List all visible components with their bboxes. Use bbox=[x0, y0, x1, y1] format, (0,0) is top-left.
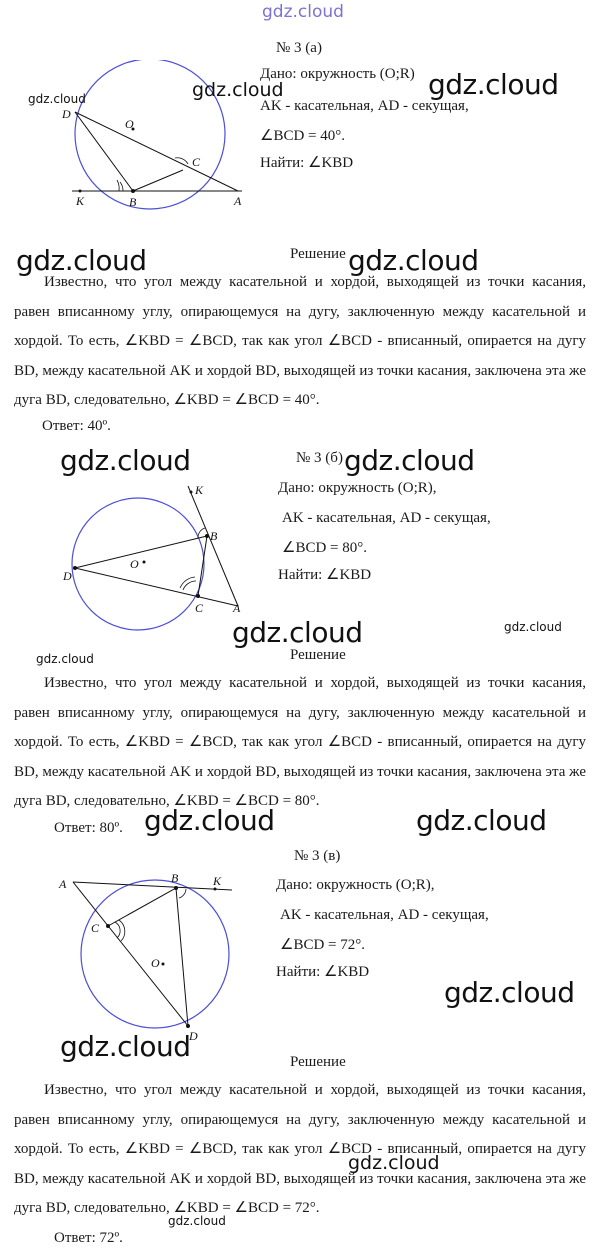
label-a-a: A bbox=[234, 194, 242, 208]
point-d-c bbox=[186, 1024, 190, 1028]
given-a-1: Дано: окружность (O;R) bbox=[260, 66, 415, 82]
problem-a-title: № 3 (а) bbox=[276, 40, 322, 56]
angle-mark-b-c bbox=[179, 889, 186, 898]
watermark: gdz.cloud bbox=[344, 444, 475, 477]
point-b-b bbox=[205, 534, 209, 538]
angle-mark-b-a-2 bbox=[117, 180, 119, 191]
given-a-2: AK - касательная, AD - секущая, bbox=[260, 98, 469, 114]
chord-bc-a bbox=[133, 170, 183, 191]
answer-c: Ответ: 72º. bbox=[54, 1230, 123, 1246]
secant-line-c bbox=[73, 882, 188, 1026]
point-k-a bbox=[79, 190, 82, 193]
point-c-b bbox=[196, 594, 200, 598]
given-c-1: Дано: окружность (O;R), bbox=[276, 877, 435, 893]
solution-text-b: Известно, что угол между касательной и хордой, выходящей из точки касания, равен вписанному углу, опирающемуся на дугу, заключенную между касательной и хордой. То есть, ∠KBD = ∠BCD, так как угол ∠BCD - вписанный, опирается на дугу BD, между касательной AK и хордой BD, выходящей из точки касания, заключена эта же дуга BD, следовательно, ∠KBD = ∠BCD = 80°. bbox=[14, 675, 586, 809]
label-o-a: O bbox=[125, 117, 134, 131]
angle-mark-c-b-2 bbox=[180, 577, 195, 588]
label-d-b: D bbox=[63, 569, 72, 583]
label-d-c: D bbox=[189, 1029, 198, 1041]
tangent-line-c bbox=[73, 882, 232, 890]
point-o-c bbox=[162, 963, 165, 966]
label-c-a: C bbox=[192, 155, 201, 169]
angle-mark-c-b-1 bbox=[183, 581, 196, 590]
point-o-b bbox=[143, 561, 146, 564]
point-b-c bbox=[174, 886, 178, 890]
chord-bc-c bbox=[108, 888, 176, 926]
solution-text-a: Известно, что угол между касательной и хордой, выходящей из точки касания, равен вписанному углу, опирающемуся на дугу, заключенную между касательной и хордой. То есть, ∠KBD = ∠BCD, так как угол ∠BCD - вписанный, опирается на дугу BD, между касательной AK и хордой BD, выходящей из точки касания, заключена эта же дуга BD, следовательно, ∠KBD = ∠BCD = 40°. bbox=[14, 274, 586, 408]
given-b-4: Найти: ∠KBD bbox=[278, 567, 372, 583]
point-c-c bbox=[106, 924, 110, 928]
problem-b-diagram bbox=[55, 478, 255, 633]
problem-c-diagram bbox=[55, 866, 245, 1041]
answer-b: Ответ: 80º. bbox=[54, 820, 123, 836]
watermark: gdz.cloud bbox=[144, 804, 275, 837]
label-b-c: B bbox=[171, 871, 179, 885]
point-b-a bbox=[131, 189, 135, 193]
secant-line-a bbox=[75, 112, 238, 191]
watermark: gdz.cloud bbox=[60, 444, 191, 477]
circle-c bbox=[81, 880, 229, 1028]
solution-text-c: Известно, что угол между касательной и хордой, выходящей из точки касания, равен вписанному углу, опирающемуся на дугу, заключенную между касательной и хордой. То есть, ∠KBD = ∠BCD, так как угол ∠BCD - вписанный, опирается на дугу BD, между касательной AK и хордой BD, выходящей из точки касания, заключена эта же дуга BD, следовательно, ∠KBD = ∠BCD = 72°. bbox=[14, 1082, 586, 1216]
label-d-a: D bbox=[62, 107, 71, 121]
solution-heading-b: Решение bbox=[290, 647, 346, 663]
point-k-b bbox=[190, 491, 193, 494]
watermark: gdz.cloud bbox=[428, 68, 559, 101]
watermark-top: gdz.cloud bbox=[262, 2, 344, 22]
point-d-b bbox=[73, 566, 77, 570]
watermark: gdz.cloud bbox=[416, 804, 547, 837]
watermark: gdz.cloud bbox=[192, 79, 284, 101]
given-b-1: Дано: окружность (O;R), bbox=[278, 480, 437, 496]
watermark: gdz.cloud bbox=[348, 244, 479, 277]
label-a-c: A bbox=[59, 877, 67, 891]
problem-c-title: № 3 (в) bbox=[294, 848, 341, 864]
label-b-b: B bbox=[210, 529, 218, 543]
angle-mark-b-a-1 bbox=[120, 182, 123, 191]
chord-bd-c bbox=[176, 888, 188, 1026]
watermark: gdz.cloud bbox=[232, 616, 363, 649]
secant-line-b bbox=[75, 568, 238, 606]
watermark: gdz.cloud bbox=[348, 1152, 440, 1174]
problem-b-title: № 3 (б) bbox=[296, 450, 343, 466]
watermark: gdz.cloud bbox=[16, 244, 147, 277]
chord-bc-b bbox=[198, 536, 207, 596]
label-o-b: O bbox=[130, 557, 139, 571]
watermark: gdz.cloud bbox=[36, 652, 94, 666]
label-k-a: K bbox=[76, 194, 85, 208]
watermark: gdz.cloud bbox=[60, 1030, 191, 1063]
given-b-3: ∠BCD = 80°. bbox=[282, 540, 367, 556]
given-a-3: ∠BCD = 40°. bbox=[260, 128, 345, 144]
label-c-b: C bbox=[195, 601, 204, 615]
label-c-c: C bbox=[91, 921, 100, 935]
tangent-line-b bbox=[188, 486, 238, 606]
label-k-b: K bbox=[195, 483, 204, 497]
chord-bd-b bbox=[75, 536, 207, 568]
watermark: gdz.cloud bbox=[28, 92, 86, 106]
given-a-4: Найти: ∠KBD bbox=[260, 155, 354, 171]
label-k-c: K bbox=[213, 874, 222, 888]
watermark: gdz.cloud bbox=[444, 976, 575, 1009]
solution-heading-a: Решение bbox=[290, 246, 346, 262]
solution-heading-c: Решение bbox=[290, 1054, 346, 1070]
watermark: gdz.cloud bbox=[504, 620, 562, 634]
label-o-c: O bbox=[151, 956, 160, 970]
given-b-2: AK - касательная, AD - секущая, bbox=[282, 510, 491, 526]
answer-a: Ответ: 40º. bbox=[42, 418, 111, 434]
given-c-3: ∠BCD = 72°. bbox=[280, 937, 365, 953]
watermark: gdz.cloud bbox=[168, 1214, 226, 1228]
label-a-b: A bbox=[233, 601, 241, 615]
given-c-2: AK - касательная, AD - секущая, bbox=[280, 907, 489, 923]
label-b-a: B bbox=[129, 195, 137, 209]
given-c-4: Найти: ∠KBD bbox=[276, 964, 370, 980]
